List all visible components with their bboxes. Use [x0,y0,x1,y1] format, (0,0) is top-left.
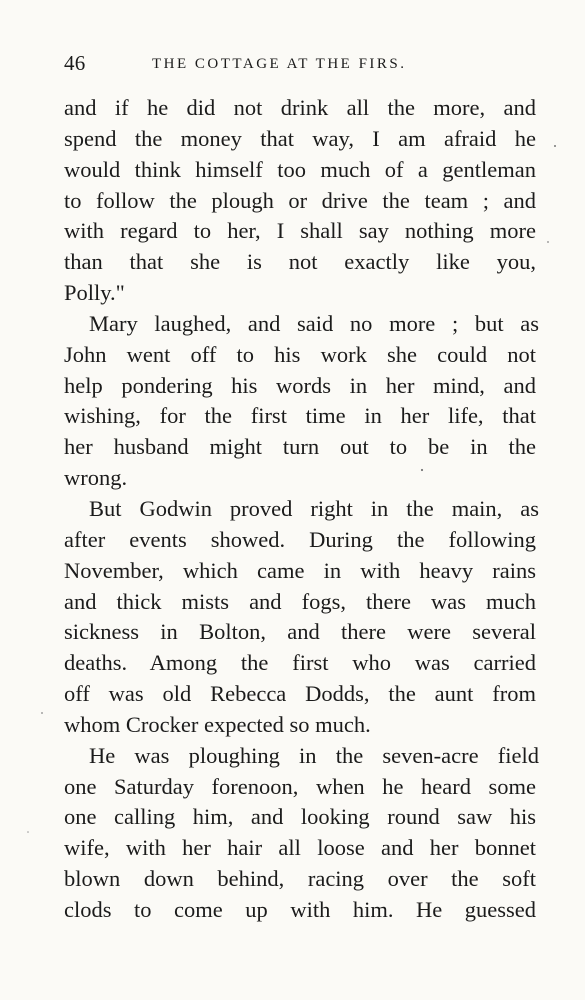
text-line: But Godwin proved right in the main, as [89,495,539,521]
text-line: Mary laughed, and said no more ; but as [89,310,539,336]
body-text [64,93,539,926]
text-line: Polly." [64,280,125,306]
text-line: one calling him, and looking round saw his [64,804,536,830]
paper-speck [41,712,43,714]
text-line: He was ploughing in the seven-acre field [89,742,539,768]
text-line: deaths. Among the first who was carried [64,650,536,676]
text-line: wrong. [64,465,128,491]
text-line: blown down behind, racing over the soft [64,866,536,892]
text-line: November, which came in with heavy rains [64,557,536,583]
text-line: wishing, for the first time in her life, that [64,403,536,429]
text-line: would think himself too much of a gentleman [64,156,536,182]
text-line: than that she is not exactly like you, [64,249,536,275]
running-head: THE COTTAGE AT THE FIRS. [152,56,407,72]
text-line: sickness in Bolton, and there were several [64,619,536,645]
page-number: 46 [64,51,86,75]
text-line: and if he did not drink all the more, and [64,95,536,120]
text-line: with regard to her, I shall say nothing more [64,218,536,244]
text-line: and thick mists and fogs, there was much [64,588,536,614]
text-line: wife, with her hair all loose and her bonnet [64,835,536,861]
text-line: to follow the plough or drive the team ; and [64,187,536,213]
text-line: help pondering his words in her mind, and [64,372,536,398]
text-line: clods to come up with him. He guessed [64,896,536,922]
text-line: her husband might turn out to be in the [64,434,536,460]
text-line: after events showed. During the following [64,526,536,552]
page-header [64,50,534,76]
text-line: spend the money that way, I am afraid he [64,125,536,151]
text-line: off was old Rebecca Dodds, the aunt from [64,681,536,707]
paper-speck [27,831,29,833]
paper-speck [554,145,556,147]
text-line: one Saturday forenoon, when he heard some [64,773,536,799]
text-line: John went off to his work she could not [64,341,536,367]
text-line: whom Crocker expected so much. [64,711,371,737]
paper-speck [547,241,549,243]
